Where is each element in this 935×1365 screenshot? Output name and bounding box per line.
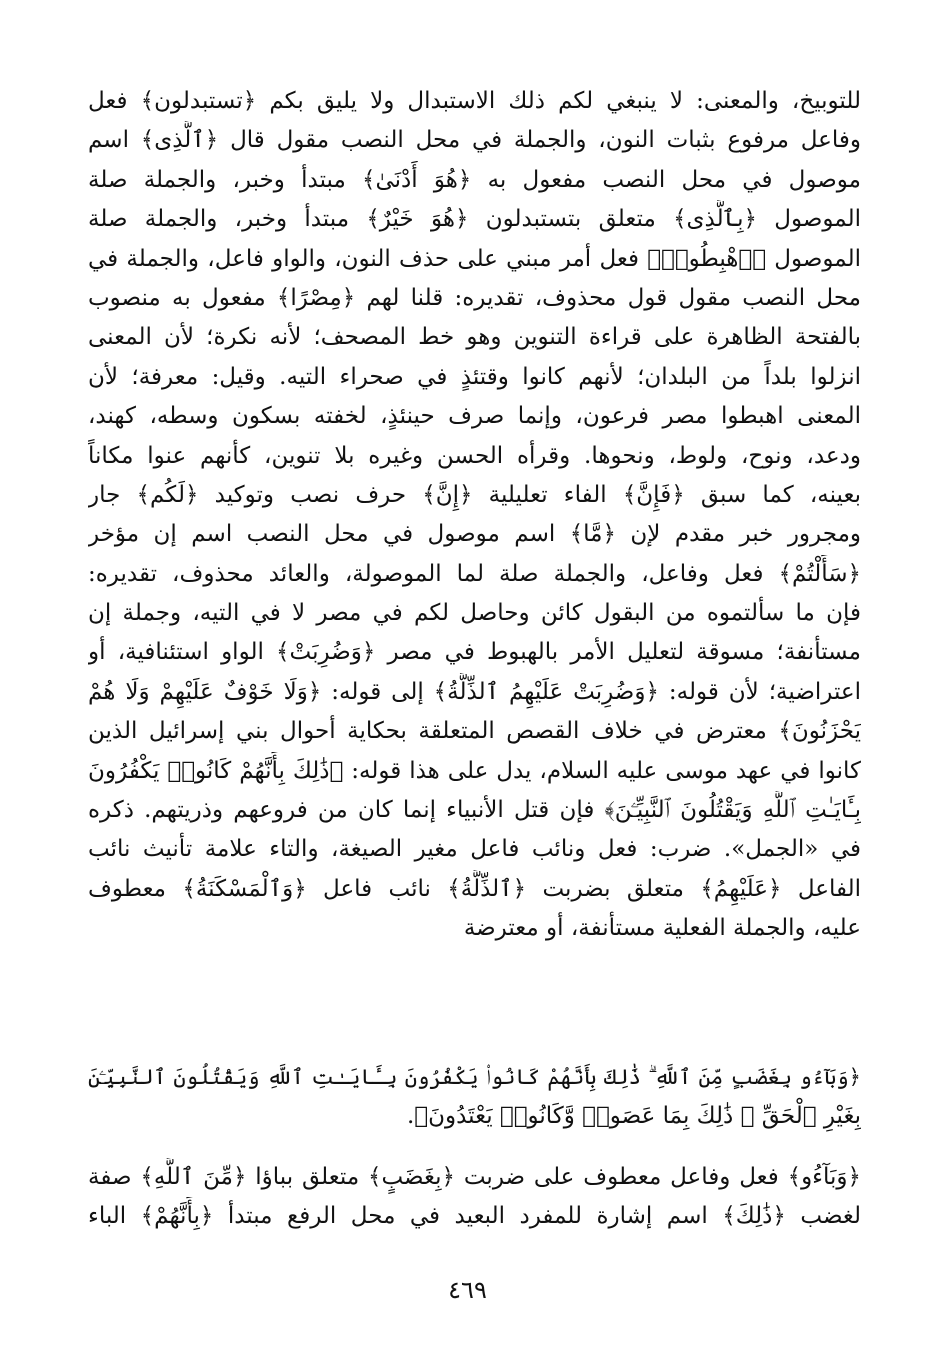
text-line: لغضب ﴿ذَٰلِكَ﴾ اسم إشارة للمفرد البعيد في محل الرفع مبتدأ ﴿بِأَنَّهُمْ﴾ الباء [88,1203,861,1230]
quran-verse [88,1058,861,1137]
text-line: للتوبيخ، والمعنى: لا ينبغي لكم ذلك الاستبدال ولا يليق بكم ﴿تستبدلون﴾ فعل [88,88,861,114]
text-line: الفاعل ﴿عَلَيْهِمُ﴾ متعلق بضربت ﴿ٱلذِّلَّةُ﴾ نائب فاعل ﴿وَٱلْمَسْكَنَةُ﴾ معطوف [88,875,861,902]
text-line: ﴿وَبَآءُو﴾ فعل وفاعل معطوف على ضربت ﴿بِغَضَبٍ﴾ متعلق بباؤا ﴿مِّنَ ٱللَّهِ﴾ صفة [88,1164,861,1190]
text-line: المعنى اهبطوا مصر فرعون، وإنما صرف حينئذٍ، لخفته بسكون وسطه، كهند، [88,403,861,430]
text-line: الموصول ﴿بِٱلَّذِى﴾ متعلق بتستبدلون ﴿هُوَ خَيْرٌ﴾ مبتدأ وخبر، والجملة صلة [88,206,861,233]
text-line: بِـَٔايَـٰتِ ٱللَّهِ وَيَقْتُلُونَ ٱلنَّبِيِّـۧنَ﴾ فإن قتل الأنبياء إنما كان من فروعهم وذريتهم. ذكره [88,797,861,824]
text-line: مستأنفة؛ مسوقة لتعليل الأمر بالهبوط في مصر ﴿وَضُرِبَتْ﴾ الواو استئنافية، أو [88,639,861,666]
text-line: ومجرور خبر مقدم لإن ﴿مَّا﴾ اسم موصول في محل النصب اسم إن مؤخر [88,521,861,548]
text-line: وفاعل مرفوع بثبات النون، والجملة في محل النصب مقول قال ﴿ٱلَّذِى﴾ اسم [88,127,861,154]
text-line: بعينه، كما سبق ﴿فَإِنَّ﴾ الفاء تعليلية ﴿إِنَّ﴾ حرف نصب وتوكيد ﴿لَكُم﴾ جار [88,481,861,508]
verse-line: ﴿وَبَآءُو بِغَضَبٍ مِّنَ ٱللَّهِ ۗ ذَٰلِكَ بِأَنَّهُمْ كَانُوا۟ يَكْفُرُونَ بِـَٔايَـٰتِ ٱللَّهِ وَيَقْتُلُونَ ٱلنَّبِيِّـۧنَ [88,1065,861,1089]
text-line: ﴿سَأَلْتُمْ﴾ فعل وفاعل، والجملة صلة لما الموصولة، والعائد محذوف، تقديره: [88,560,861,587]
verse-line: بِغَيْرِ ٱلْحَقِّ ۗ ذَٰلِكَ بِمَا عَصَوا۟ وَّكَانُوا۟ يَعْتَدُونَ﴾. [406,1103,861,1130]
text-line: انزلوا بلداً من البلدان؛ لأنهم كانوا وقتئذٍ في صحراء التيه. وقيل: معرفة؛ لأن [88,363,861,390]
text-line: بالفتحة الظاهرة على قراءة التنوين وهو خط المصحف؛ لأنه نكرة؛ لأن المعنى [88,324,861,351]
text-line: الموصول ﴿ٱهْبِطُوا۟﴾ فعل أمر مبني على حذف النون، والواو فاعل، والجملة في [88,245,861,272]
text-line: موصول في محل النصب مفعول به ﴿هُوَ أَدْنَىٰ﴾ مبتدأ وخبر، والجملة صلة [88,166,861,193]
tail-paragraph [88,1158,861,1237]
text-line: يَحْزَنُونَ﴾ معترض في خلاف القصص المتعلقة بحكاية أحوال بني إسرائيل الذين [88,718,861,745]
text-line: كانوا في عهد موسى عليه السلام، يدل على هذا قوله: ﴿ذَٰلِكَ بِأَنَّهُمْ كَانُوا۟ يَكْفُرُونَ [88,757,861,784]
text-line: اعتراضية؛ لأن قوله: ﴿وَضُرِبَتْ عَلَيْهِمُ ٱلذِّلَّةُ﴾ إلى قوله: ﴿وَلَا خَوْفٌ عَلَيْهِمْ وَلَا هُمْ [88,678,861,705]
text-line: في «الجمل». ضرب: فعل ونائب فاعل مغير الصيغة، والتاء علامة تأنيث نائب [88,836,861,863]
text-line: ودعد، ونوح، ولوط، ونحوها. وقرأه الحسن وغيره بلا تنوين، كأنهم عنوا مكاناً [88,442,861,469]
page-number: ٤٦٩ [448,1276,487,1304]
text-line: فإن ما سألتموه من البقول كائن وحاصل لكم في مصر لا في التيه، وجملة إن [88,600,861,627]
text-line: محل النصب مقول قول محذوف، تقديره: قلنا لهم ﴿مِصْرًا﴾ مفعول به منصوب [88,284,861,311]
main-paragraph [88,82,861,949]
text-line: عليه، والجملة الفعلية مستأنفة، أو معترضة [463,915,861,942]
